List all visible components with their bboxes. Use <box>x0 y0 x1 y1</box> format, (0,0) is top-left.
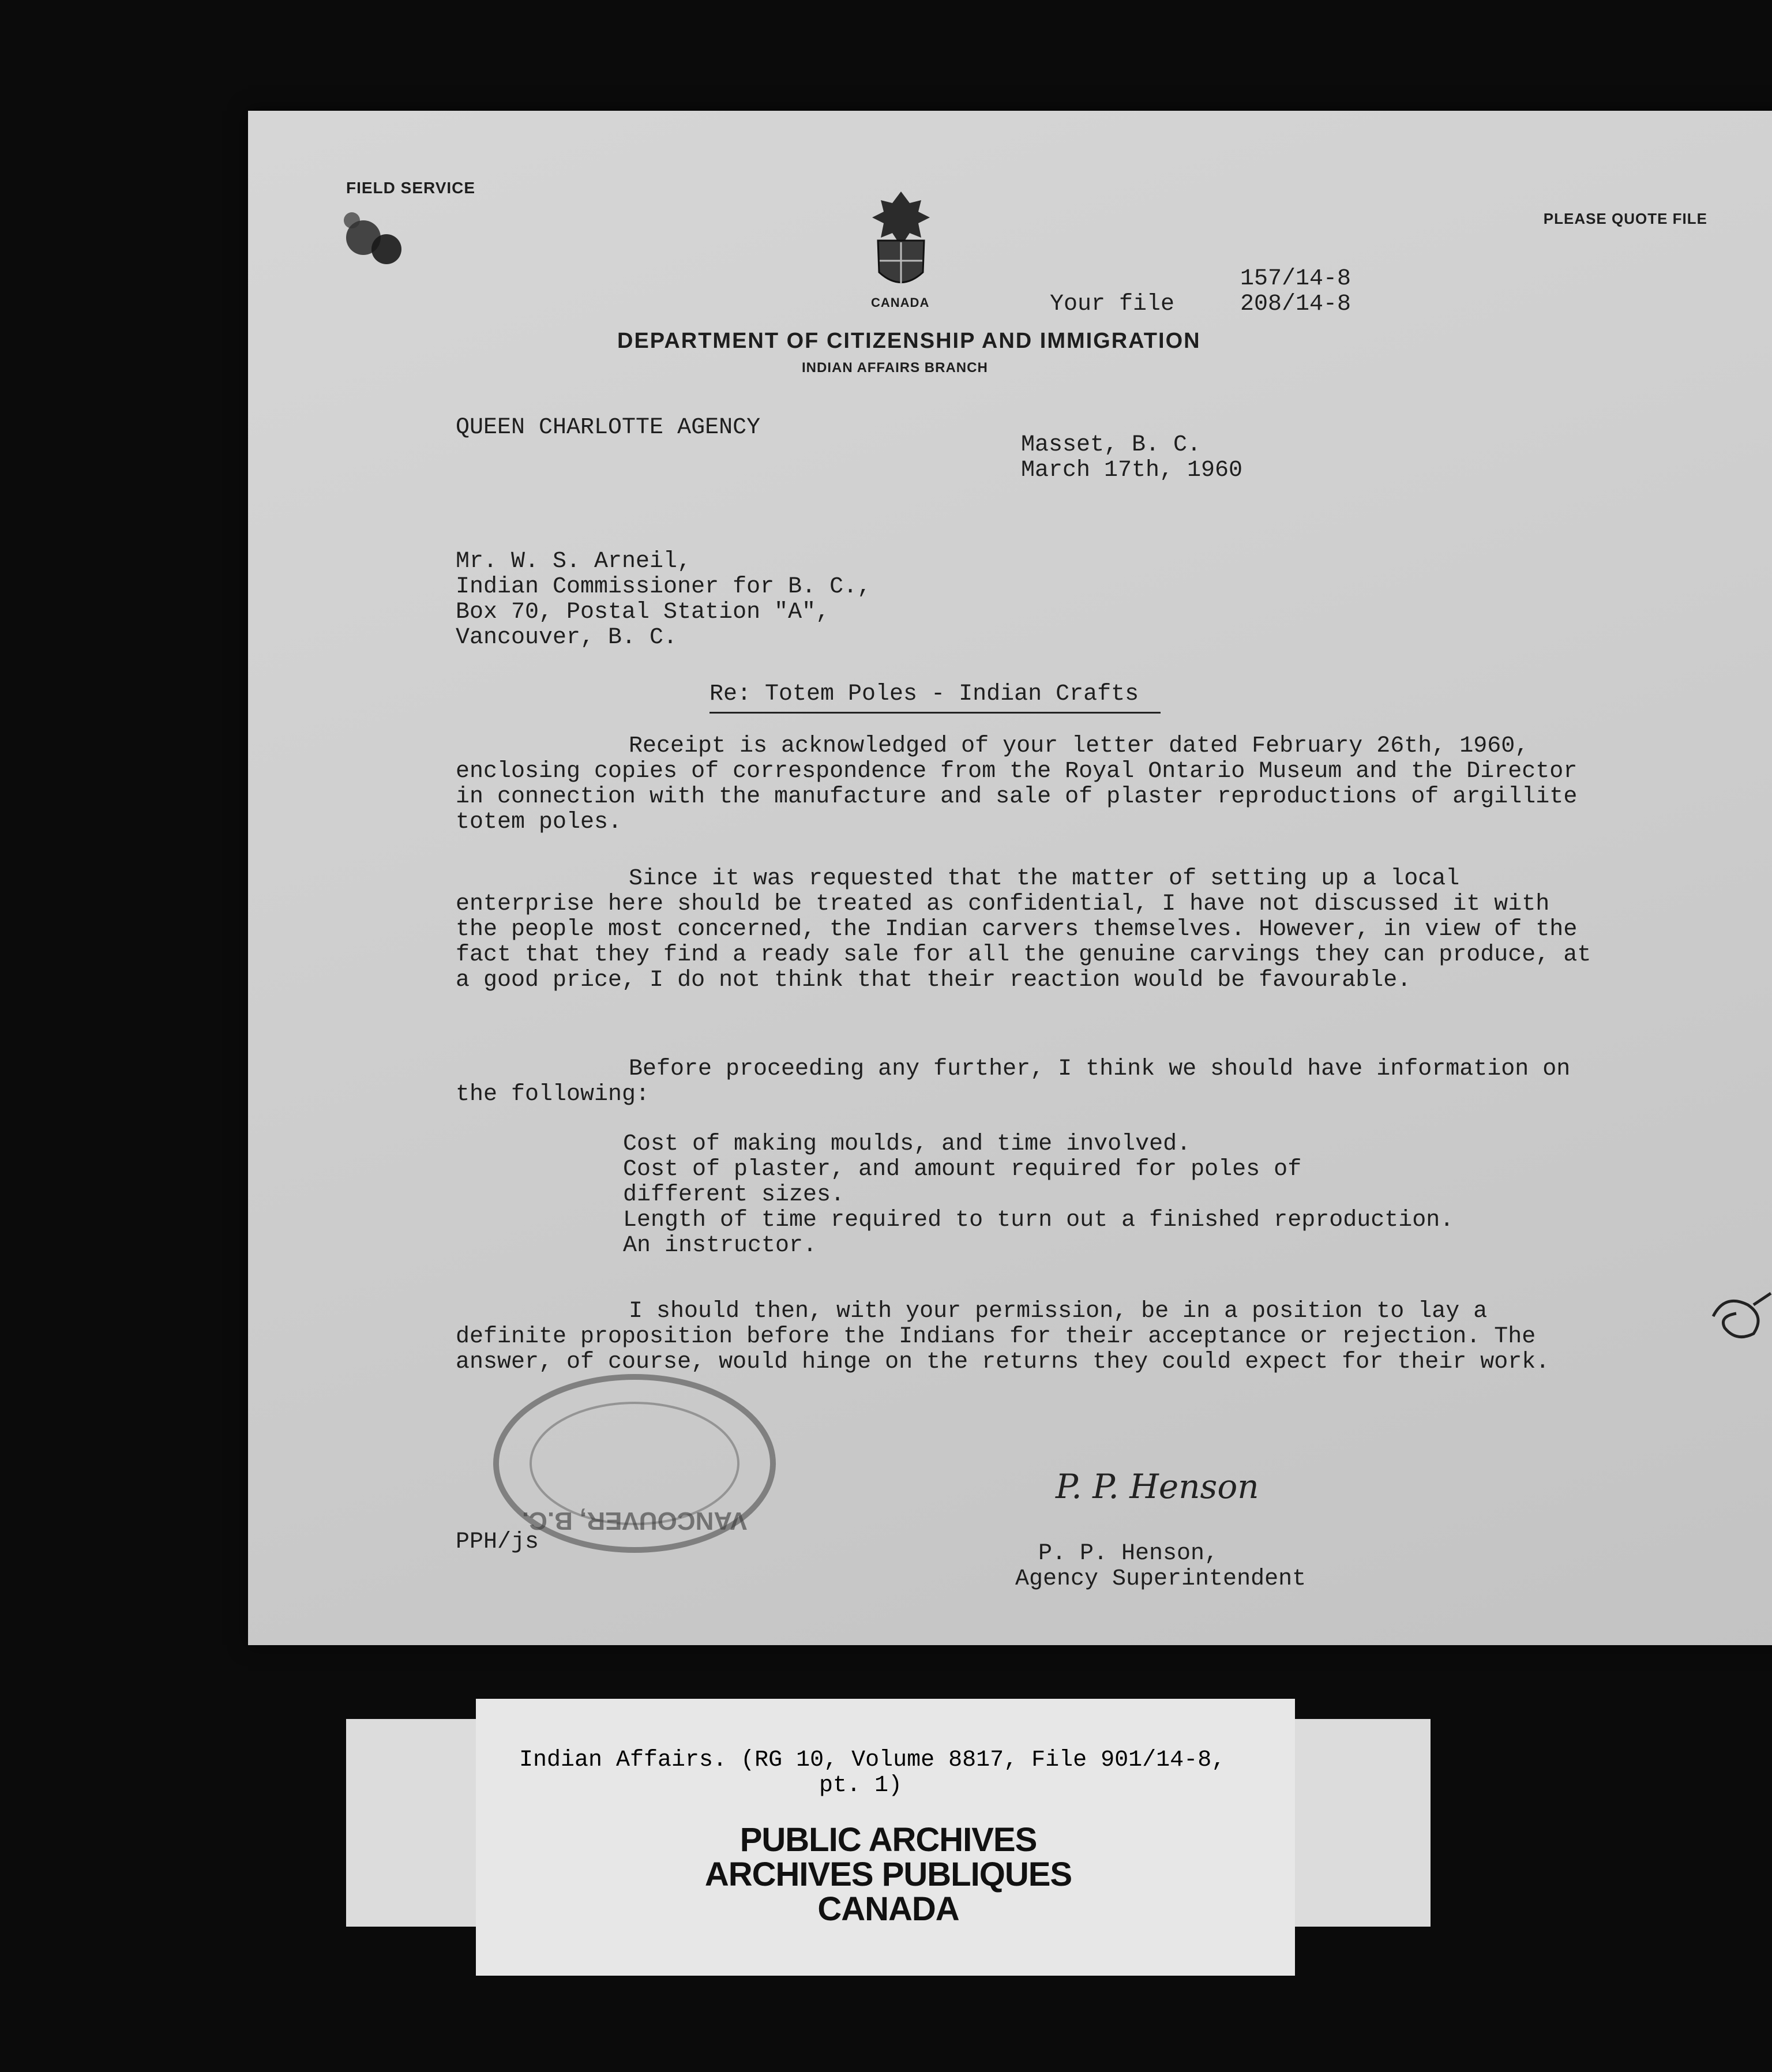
sender-place: Masset, B. C. <box>1021 432 1202 458</box>
requirements-list <box>623 1132 1454 1259</box>
body-paragraph-3: Before proceeding any further, I think we should have information on the following: <box>456 1056 1571 1108</box>
signatory-name: P. P. Henson, <box>1038 1541 1219 1567</box>
subject-underline <box>709 712 1161 714</box>
list-item: An instructor. <box>623 1233 817 1259</box>
body-paragraph-1: Receipt is acknowledged of your letter dated February 26th, 1960, enclosing copies of correspondence from the Royal Ontario Museum and the Director in connection with the manufacture and sale of plaster reproductions of argillite totem poles. <box>456 733 1578 835</box>
body-paragraph-4: I should then, with your permission, be in a position to lay a definite proposition before the Indians for their acceptance or rejection. The answer, of course, would hinge on the returns they could expect for their work. <box>456 1298 1550 1375</box>
archive-country: CANADA <box>817 1890 959 1928</box>
signature-text: P. P. Henson <box>1056 1467 1259 1506</box>
signatory-title: Agency Superintendent <box>1015 1566 1307 1592</box>
ink-stain <box>329 197 415 284</box>
address-line: Vancouver, B. C. <box>456 625 678 651</box>
address-line: Box 70, Postal Station "A", <box>456 599 830 625</box>
archive-name-en: PUBLIC ARCHIVES <box>739 1821 1037 1859</box>
file-number-2: 208/14-8 <box>1240 291 1351 317</box>
subject-line: Re: Totem Poles - Indian Crafts <box>709 681 1139 707</box>
please-quote-file-label: PLEASE QUOTE FILE <box>1543 210 1707 227</box>
crest-caption: CANADA <box>871 295 930 310</box>
list-item: Cost of plaster, and amount required for poles of different sizes. <box>623 1157 1302 1208</box>
letter-date: March 17th, 1960 <box>1021 457 1243 483</box>
address-line: Indian Commissioner for B. C., <box>456 574 872 600</box>
signature <box>1050 1455 1292 1518</box>
typist-initials: PPH/js <box>456 1529 539 1555</box>
archive-reference-line-1: Indian Affairs. (RG 10, Volume 8817, File 901/14-8, <box>519 1747 1226 1773</box>
stamp-text: VANCOUVER, B.C. <box>521 1507 748 1535</box>
address-line: Mr. W. S. Arneil, <box>456 549 692 575</box>
agency-name: QUEEN CHARLOTTE AGENCY <box>456 415 761 441</box>
list-item: Length of time required to turn out a finished reproduction. <box>623 1207 1454 1233</box>
file-number-1: 157/14-8 <box>1240 266 1351 292</box>
department-heading: DEPARTMENT OF CITIZENSHIP AND IMMIGRATION <box>617 329 1201 353</box>
body-paragraph-2: Since it was requested that the matter of setting up a local enterprise here should be treated as confidential, I have not discussed it with the people most concerned, the Indian carvers themselves. However, in view of the fact that they find a ready sale for all the genuine carvings they can produce, at a good price, I do not think that their reaction would be favourable. <box>456 866 1591 993</box>
branch-heading: INDIAN AFFAIRS BRANCH <box>802 360 988 376</box>
field-service-label: FIELD SERVICE <box>346 179 476 197</box>
margin-scribble <box>1702 1282 1772 1345</box>
your-file-label: Your file <box>1050 291 1175 317</box>
letter-sheet <box>248 111 1772 1645</box>
list-item: Cost of making moulds, and time involved. <box>623 1131 1191 1157</box>
canada-crest-icon <box>855 186 947 301</box>
archive-name-fr: ARCHIVES PUBLIQUES <box>704 1856 1072 1893</box>
archive-reference-line-2: pt. 1) <box>819 1773 903 1799</box>
recipient-address <box>456 549 871 651</box>
